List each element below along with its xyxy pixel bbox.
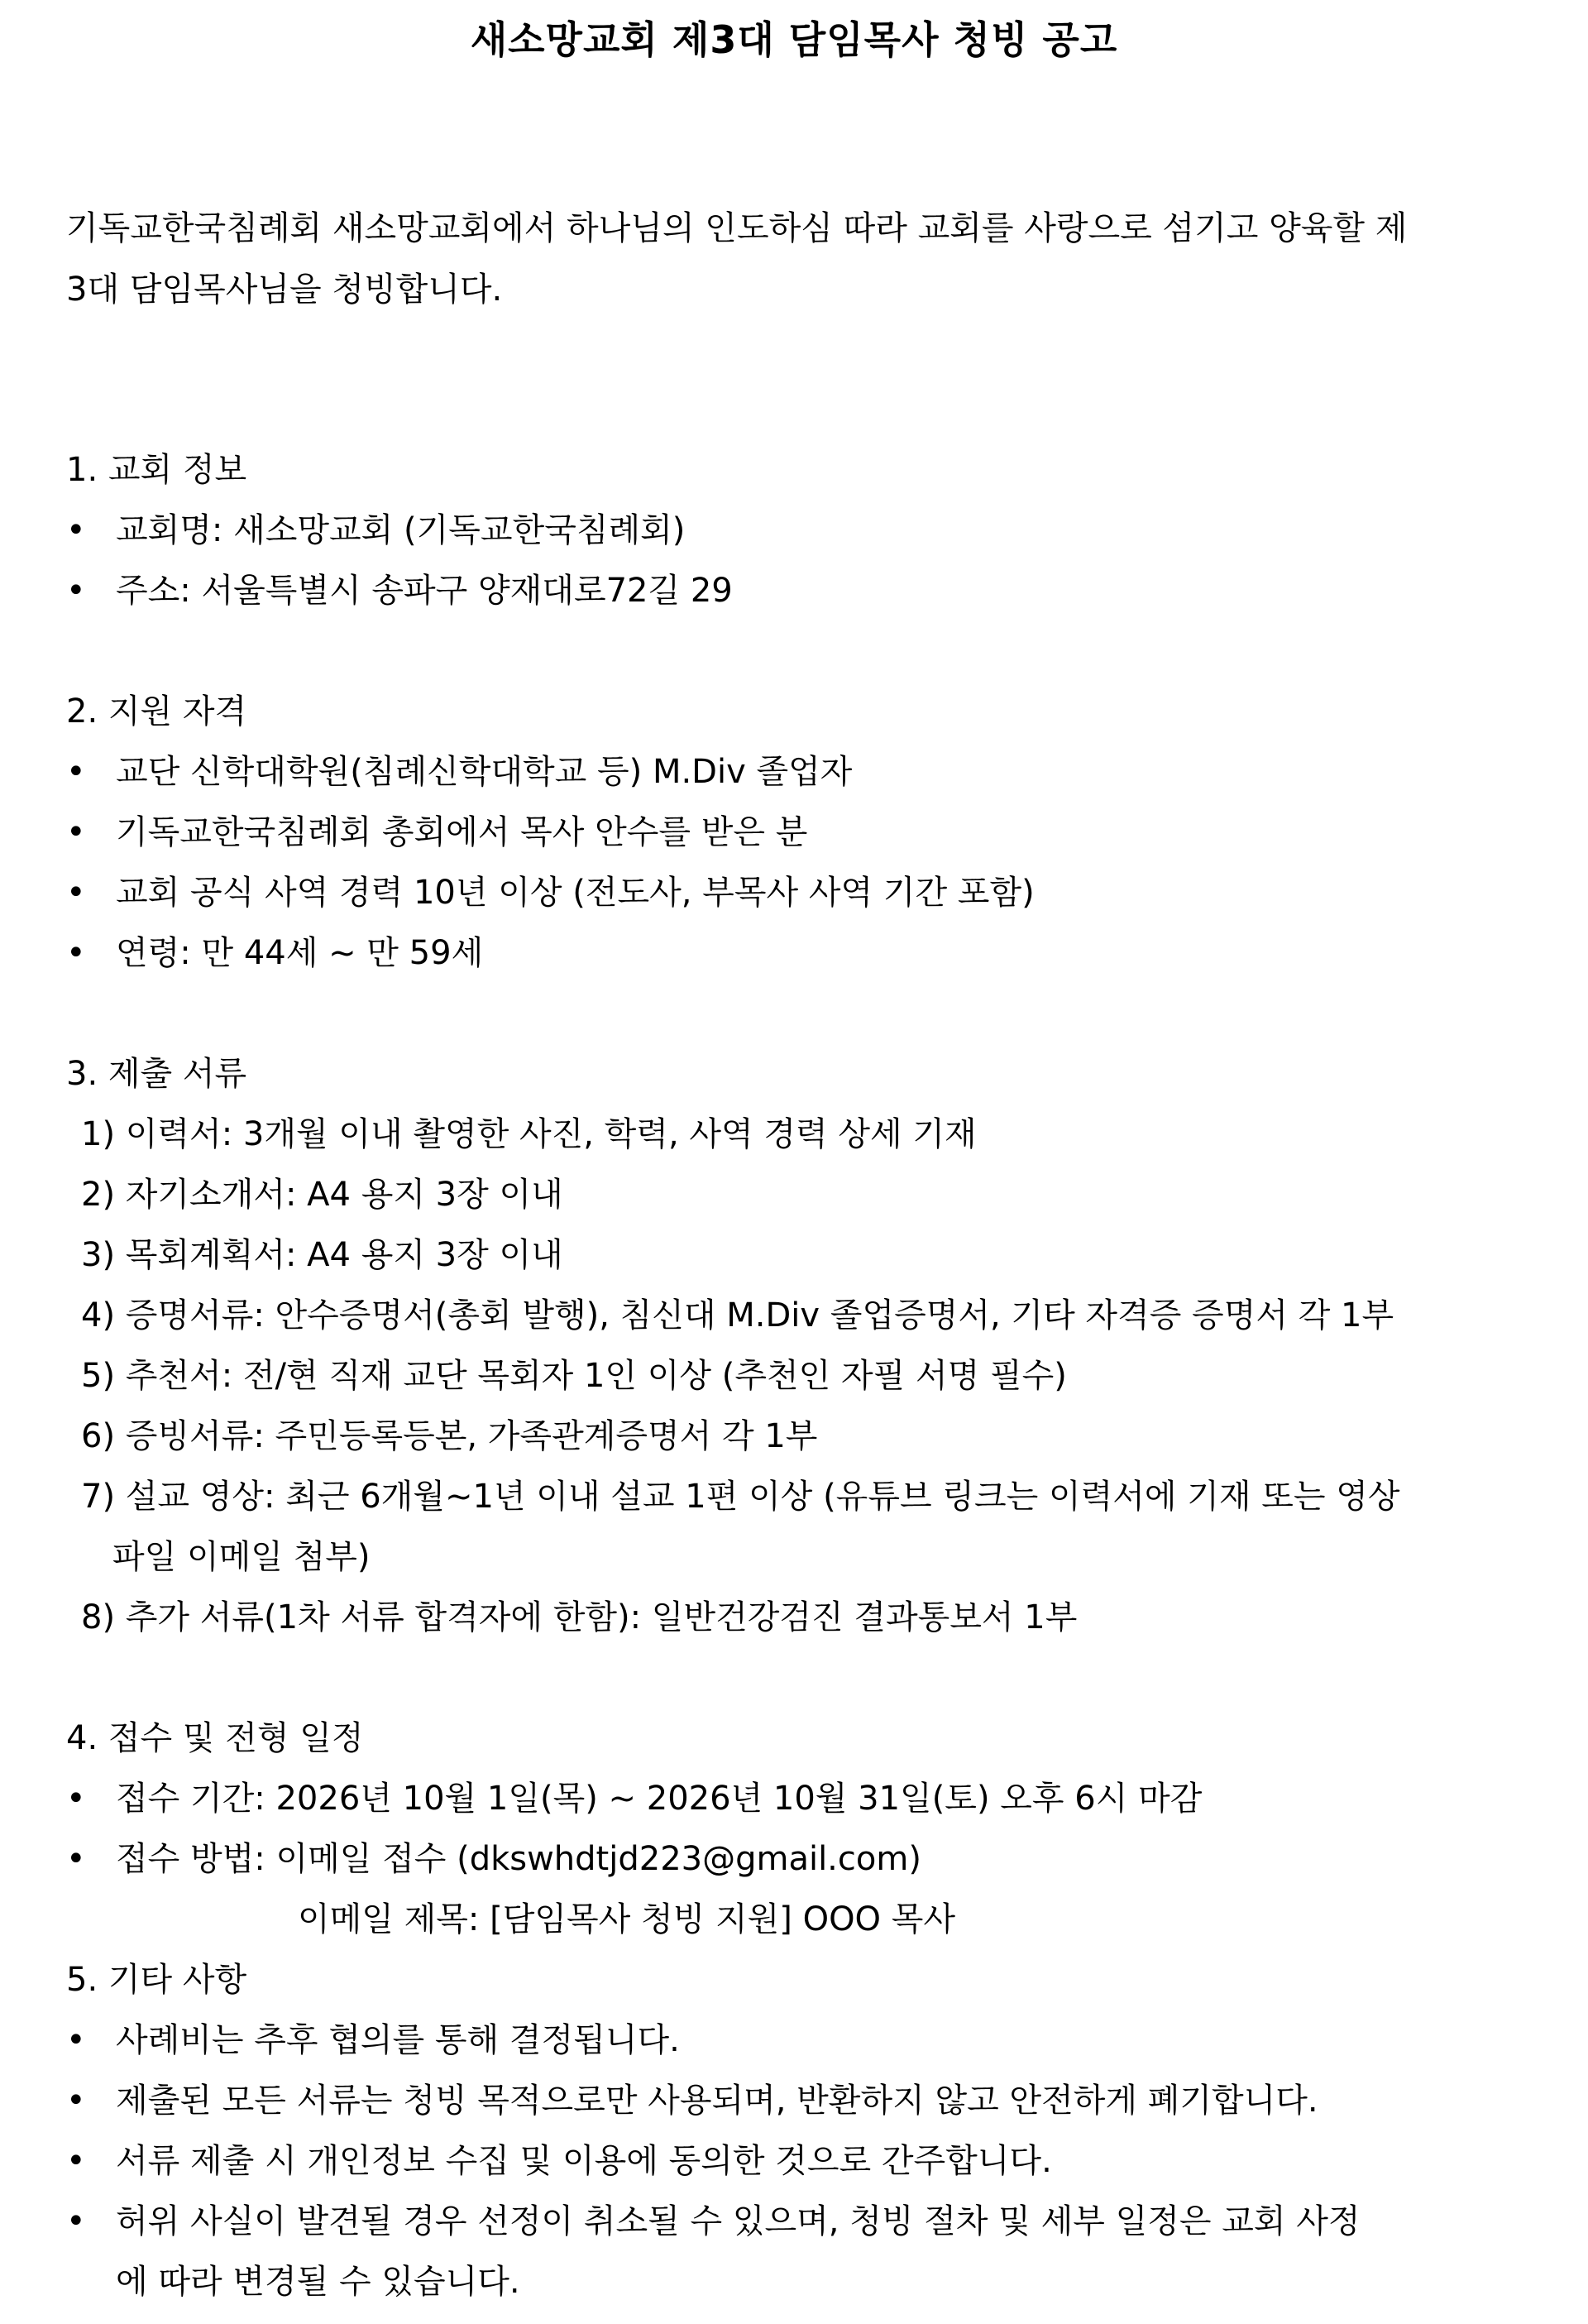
list-item: • 기독교한국침례회 총회에서 목사 안수를 받은 분 (116, 809, 807, 855)
section-heading-church-info: 1. 교회 정보 (66, 451, 247, 489)
page-title: 새소망교회 제3대 담임목사 청빙 공고 (470, 17, 1118, 62)
list-item: 7) 설교 영상: 최근 6개월~1년 이내 설교 1편 이상 (유튜브 링크는 이력서에 기재 또는 영상 (81, 1478, 1400, 1516)
section-heading-documents: 3. 제출 서류 (66, 1055, 247, 1093)
list-item: • 교단 신학대학원(침례신학대학교 등) M.Div 졸업자 (116, 749, 852, 795)
list-item: • 서류 제출 시 개인정보 수집 및 이용에 동의한 것으로 간주합니다. (116, 2138, 1052, 2184)
section-heading-other: 5. 기타 사항 (66, 1961, 247, 1999)
list-item: • 사례비는 추후 협의를 통해 결정됩니다. (116, 2017, 680, 2063)
list-item: • 접수 방법: 이메일 접수 (dkswhdtjd223@gmail.com) (116, 1836, 921, 1882)
list-item: 8) 추가 서류(1차 서류 합격자에 한함): 일반건강검진 결과통보서 1부 (81, 1598, 1078, 1636)
list-item: 5) 추천서: 전/현 직재 교단 목회자 1인 이상 (추천인 자필 서명 필수) (81, 1357, 1067, 1395)
list-item: • 제출된 모든 서류는 청빙 목적으로만 사용되며, 반환하지 않고 안전하게 폐기합니다. (116, 2077, 1318, 2124)
list-item: • 허위 사실이 발견될 경우 선정이 취소될 수 있으며, 청빙 절차 및 세부 일정은 교회 사정 (116, 2198, 1360, 2245)
list-item: • 교회 공식 사역 경력 10년 이상 (전도사, 부목사 사역 기간 포함) (116, 870, 1035, 916)
section-heading-schedule: 4. 접수 및 전형 일정 (66, 1719, 364, 1757)
list-item-continuation: 파일 이메일 첨부) (112, 1538, 371, 1576)
list-item-continuation: 에 따라 변경될 수 있습니다. (116, 2263, 520, 2301)
list-item: 3) 목회계획서: A4 용지 3장 이내 (81, 1236, 563, 1274)
list-item: • 주소: 서울특별시 송파구 양재대로72길 29 (116, 568, 733, 614)
list-item: • 접수 기간: 2026년 10월 1일(목) ~ 2026년 10월 31일(토) 오후 6시 마감 (116, 1775, 1202, 1822)
intro-line-2: 3대 담임목사님을 청빙합니다. (66, 271, 503, 309)
intro-line-1: 기독교한국침례회 새소망교회에서 하나님의 인도하심 따라 교회를 사랑으로 섬기고 양육할 제 (66, 209, 1408, 247)
section-heading-qualifications: 2. 지원 자격 (66, 692, 247, 731)
list-item: • 교회명: 새소망교회 (기독교한국침례회) (116, 507, 685, 553)
list-item: 4) 증명서류: 안수증명서(총회 발행), 침신대 M.Div 졸업증명서, 기타 자격증 증명서 각 1부 (81, 1296, 1394, 1335)
list-item: • 연령: 만 44세 ~ 만 59세 (116, 930, 483, 976)
list-item: 6) 증빙서류: 주민등록등본, 가족관계증명서 각 1부 (81, 1417, 818, 1455)
list-item: 2) 자기소개서: A4 용지 3장 이내 (81, 1176, 563, 1214)
email-subject-line: 이메일 제목: [담임목사 청빙 지원] OOO 목사 (298, 1900, 956, 1938)
list-item: 1) 이력서: 3개월 이내 촬영한 사진, 학력, 사역 경력 상세 기재 (81, 1115, 977, 1153)
